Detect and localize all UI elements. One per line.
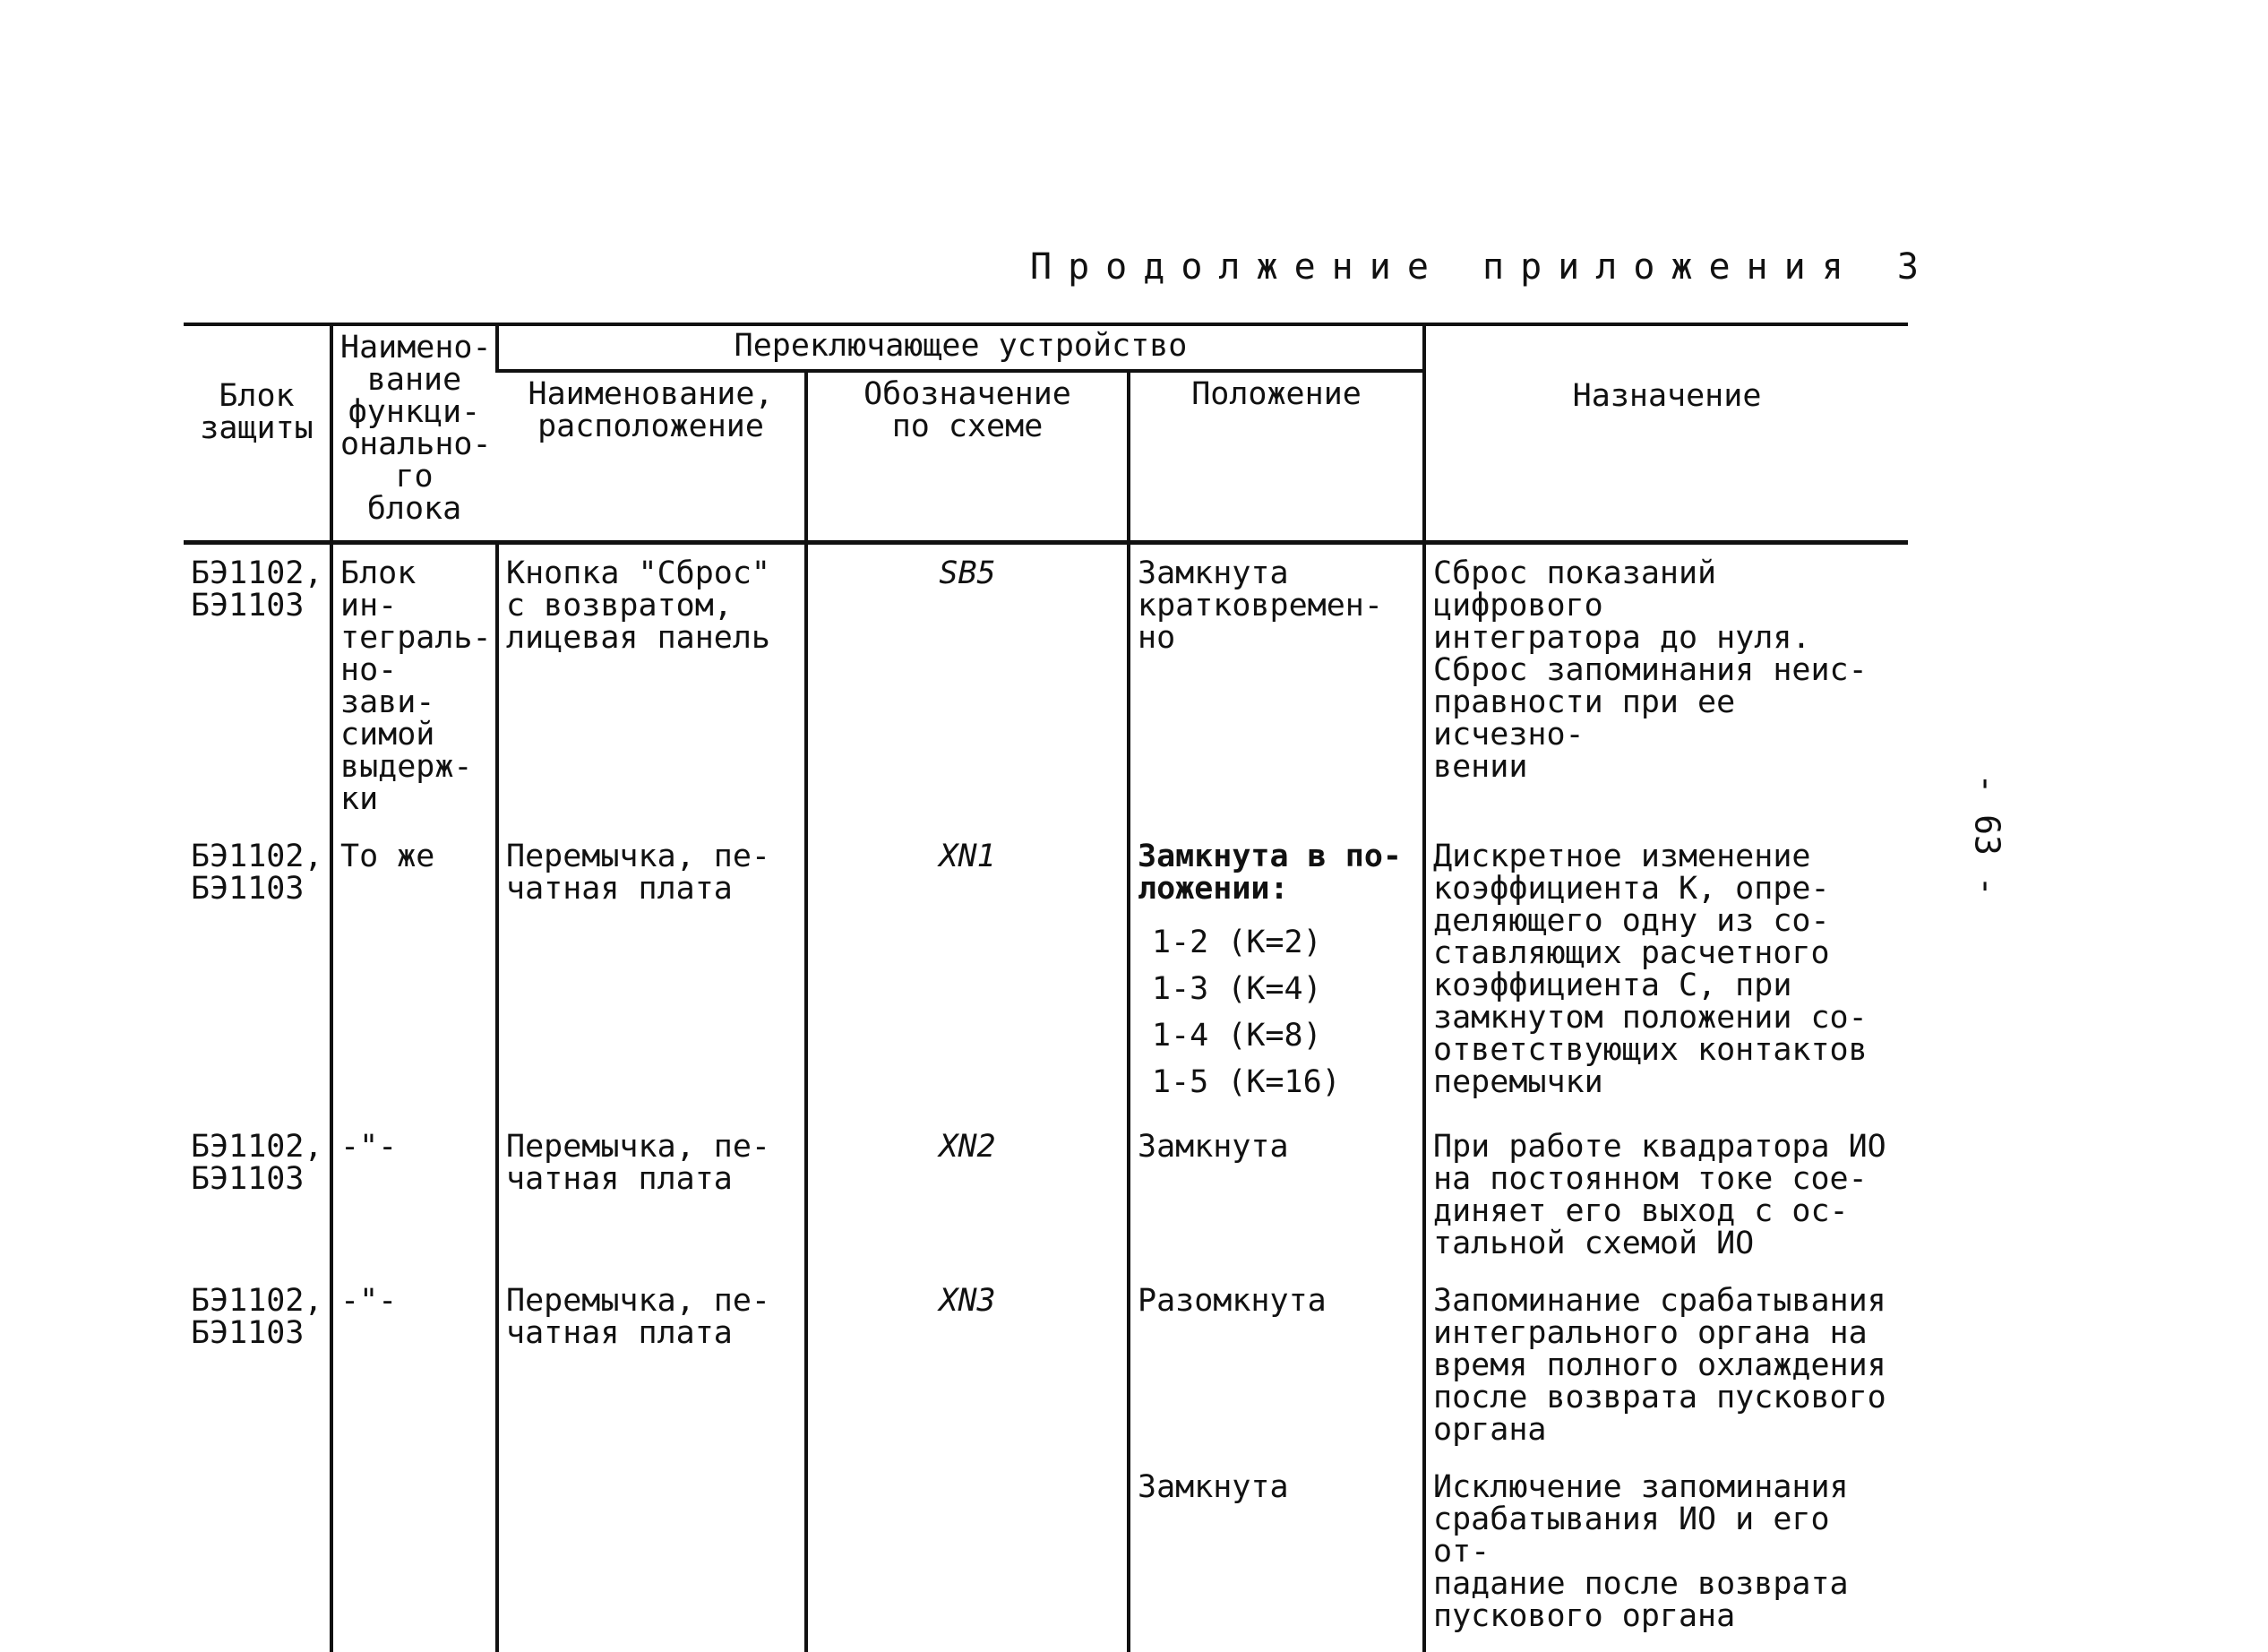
cell-position: Замкнута кратковремен- но [1129, 543, 1424, 836]
cell-function [331, 1466, 497, 1652]
table-row [184, 543, 1908, 836]
header-switch-name: Наименование, расположение [528, 376, 774, 444]
position-label: Замкнута в по- ложении: [1138, 839, 1403, 907]
cell-name: Перемычка, пе- чатная плата [497, 835, 806, 1125]
cell-block [184, 1466, 331, 1652]
table-row [184, 1125, 1908, 1279]
page-title: Продолжение приложения 3 [1030, 246, 1935, 288]
cell-function: -"- [331, 1279, 497, 1466]
page-number: - 63 - [1967, 773, 2007, 897]
cell-purpose: Запоминание срабатывания интегрального органа на время полного охлаждения после возврата пускового органа [1424, 1279, 1908, 1466]
header-purpose: Назначение [1424, 324, 1908, 543]
header-function-block: Наимено- вание функци- онально- го блока [331, 324, 497, 543]
cell-function: -"- [331, 1125, 497, 1279]
position-item: 1-2 (К=2) [1152, 925, 1322, 960]
cell-designation [806, 1466, 1129, 1652]
cell-designation: XN1 [806, 835, 1129, 1125]
cell-designation: XN2 [806, 1125, 1129, 1279]
cell-block: БЭ1102, БЭ1103 [191, 839, 323, 907]
cell-position [1129, 835, 1424, 1125]
position-list [1138, 919, 1415, 1106]
cell-block: БЭ1102, БЭ1103 [191, 1129, 323, 1197]
cell-designation: XN3 [806, 1279, 1129, 1466]
header-block: Блок защиты [184, 324, 331, 543]
cell-name [497, 1466, 806, 1652]
position-item: 1-4 (К=8) [1152, 1018, 1322, 1054]
table-row [184, 1279, 1908, 1466]
cell-block: БЭ1102, БЭ1103 [184, 543, 331, 836]
cell-designation: SB5 [806, 543, 1129, 836]
cell-function: Блок ин- теграль- но-зави- симой выдерж- ки [331, 543, 497, 836]
header-switch-position: Положение [1129, 371, 1424, 543]
cell-position: Замкнута [1129, 1125, 1424, 1279]
cell-name: Кнопка "Сброс" с возвратом, лицевая панель [497, 543, 806, 836]
table-row [184, 835, 1908, 1125]
cell-purpose: Исключение запоминания срабатывания ИО и его от- падание после возврата пускового органа [1424, 1466, 1908, 1652]
header-switch-designation: Обозначение по схеме [806, 371, 1129, 543]
cell-block: БЭ1102, БЭ1103 [191, 1283, 323, 1351]
position-item: 1-5 (К=16) [1152, 1064, 1341, 1100]
table-row [184, 1466, 1908, 1652]
cell-name: Перемычка, пе- чатная плата [497, 1279, 806, 1466]
cell-function: То же [331, 835, 497, 1125]
header-row-group [184, 324, 1908, 371]
cell-position: Разомкнута [1129, 1279, 1424, 1466]
cell-purpose: Дискретное изменение коэффициента К, опре- деляющего одну из со- ставляющих расчетного коэффициента С, при замкнутом положении со- ответствующих контактов перемычки [1424, 835, 1908, 1125]
cell-purpose: Сброс показаний цифрового интегратора до нуля. Сброс запоминания неис- правности при ее исчезно- вении [1424, 543, 1908, 836]
cell-purpose: При работе квадратора ИО на постоянном токе сое- диняет его выход с ос- тальной схемой ИО [1424, 1125, 1908, 1279]
cell-name: Перемычка, пе- чатная плата [497, 1125, 806, 1279]
cell-position: Замкнута [1129, 1466, 1424, 1652]
header-switch-group: Переключающее устройство [497, 324, 1424, 371]
position-item: 1-3 (К=4) [1152, 971, 1322, 1007]
switch-table [184, 323, 1908, 1652]
